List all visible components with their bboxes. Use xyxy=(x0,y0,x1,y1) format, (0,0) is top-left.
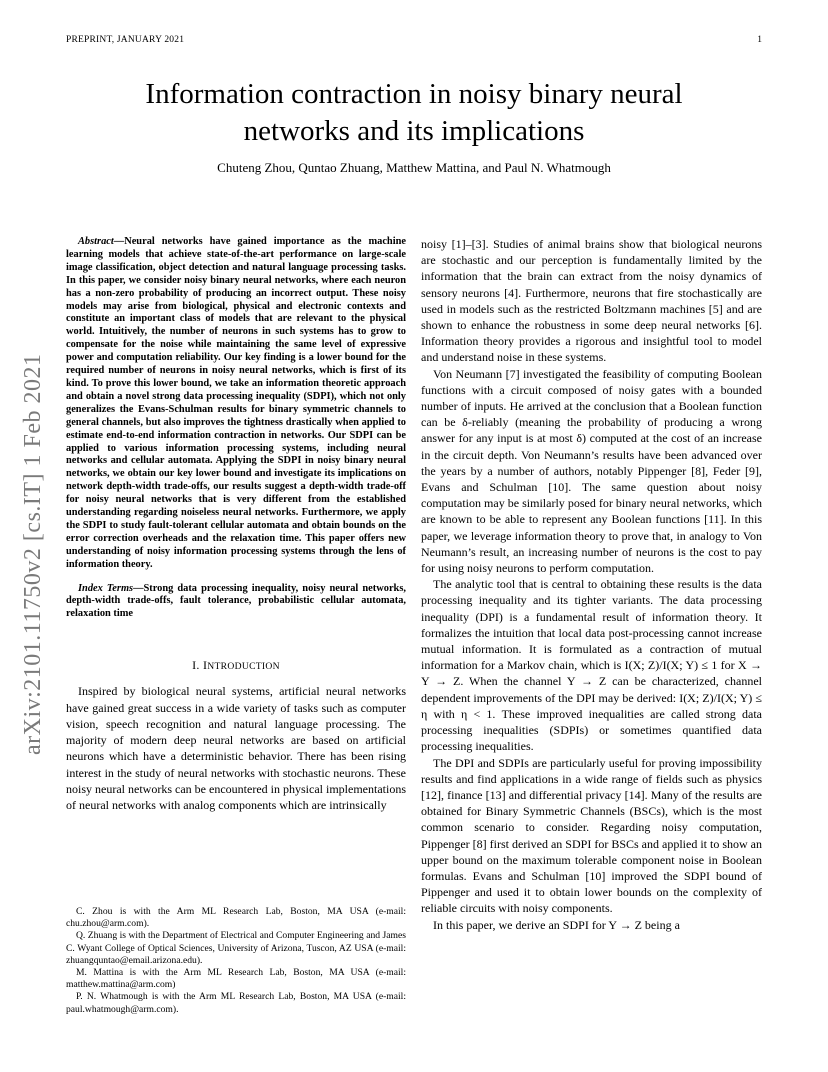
abstract xyxy=(66,236,406,572)
footnote-whatmough: P. N. Whatmough is with the Arm ML Research Lab, Boston, MA USA (e-mail: paul.whatmough@arm.com). xyxy=(66,991,406,1015)
arxiv-stamp: arXiv:2101.11750v2 [cs.IT] 1 Feb 2021 xyxy=(20,353,46,755)
author-list: Chuteng Zhou, Quntao Zhuang, Matthew Mattina, and Paul N. Whatmough xyxy=(217,160,611,175)
paragraph-noisy: noisy [1]–[3]. Studies of animal brains show that biological neurons are stochastic and our perception is fundamentally limited by the information that the brain can extract from the noisy dynamics of sensory neurons [4]. Furthermore, neurons that fire stochastically are used in models such as the restricted Boltzmann machines [5] and are shown to enhance the robustness in some deep neural networks [6]. Information theory provides a rigorous and insightful tool to model and understand noise in these systems. xyxy=(421,237,762,365)
paragraph-von-neumann: Von Neumann [7] investigated the feasibility of computing Boolean functions with a circuit composed of noisy gates with a bounded number of inputs. He arrived at the conclusion that a Boolean function can be δ-reliably (meaning the probability of producing a wrong answer for any input is at most δ) computed at the cost of an increase in the circuit depth. Von Neumann’s results have been advanced over the years by a number of authors, notably Pippenger [8], Feder [9], Evans and Schulman [10]. The same question about noisy computation may be similarly posed for binary neural networks, which are known to be able to represent any Boolean functions [11]. In this paper, we leverage information theory to prove that, in analogy to Von Neumann’s result, an increasing number of neurons is the cost to pay for using noisy neurons to perform computation. xyxy=(421,366,762,576)
intro-paragraph: Inspired by biological neural systems, artificial neural networks have gained great success in a wide variety of tasks such as computer vision, speech recognition and natural language processing. The majority of modern deep neural networks are based on artificial neurons which have a deterministic behavior. There has been rising interest in the study of neural networks with stochastic neurons. These noisy neural networks can be encountered in physical implementations of neural networks with analog components which are intrinsically xyxy=(66,684,406,812)
index-terms-lead: Index Terms xyxy=(78,582,134,594)
footnote-zhuang: Q. Zhuang is with the Department of Electrical and Computer Engineering and James C. Wyant College of Optical Sciences, University of Arizona, Tuscon, AZ USA (e-mail: zhuangquntao@email.arizona.edu). xyxy=(66,930,406,966)
section-number: I. I xyxy=(192,658,208,673)
title-line-2: networks and its implications xyxy=(243,115,585,147)
paper-title xyxy=(66,76,762,150)
footnote-zhou: C. Zhou is with the Arm ML Research Lab, Boston, MA USA (e-mail: chu.zhou@arm.com). xyxy=(66,906,406,930)
index-terms xyxy=(66,583,406,622)
abstract-text: —Neural networks have gained importance as the machine learning models that achieve state-of-the-art performance on large-scale image classification, object detection and natural language processing tasks. In this paper, we consider noisy binary neural networks, where each neuron has a non-zero probability of producing an incorrect output. These noisy models may arise from biological, physical and electronic contexts and constitute an important class of models that are relevant to the physical world. Intuitively, the number of neurons in such systems has to grow to compensate for the noise while maintaining the same level of expressive power and computation reliability. Our key finding is a lower bound for the required number of neurons in noisy neural networks, which is first of its kind. To prove this lower bound, we take an information theoretic approach and obtain a novel strong data processing inequality (SDPI), which not only generalizes the Evans-Schulman results for binary symmetric channels to general channels, but also improves the tightness drastically when applied to estimate end-to-end information contraction in networks. Our SDPI can be applied to various information processing systems, including neural networks and cellular automata. Applying the SDPI in noisy binary neural networks, we obtain our key lower bound and investigate its implications on network depth-width trade-offs, our results suggest a depth-width trade-off for noisy neural networks that is very different from the established understanding regarding noiseless neural networks. Furthermore, we apply the SDPI to study fault-tolerant cellular automata and obtain bounds on the error correction overheads and the relaxation time. This paper offers new understanding of noisy information processing systems through the lens of information theory. xyxy=(66,236,406,570)
abstract-lead: Abstract xyxy=(78,236,114,247)
section-heading-introduction xyxy=(66,657,406,675)
index-terms-text: —Strong data processing inequality, noisy neural networks, depth-width trade-offs, fault tolerance, probabilistic cellular automata, relaxation time xyxy=(66,582,406,620)
footnotes xyxy=(66,906,406,1016)
footnote-mattina: M. Mattina is with the Arm ML Research Lab, Boston, MA USA (e-mail: matthew.mattina@arm.com) xyxy=(66,967,406,991)
running-header: PREPRINT, JANUARY 2021 xyxy=(66,35,185,45)
section-title: NTRODUCTION xyxy=(207,661,280,673)
left-column xyxy=(66,236,406,813)
right-column xyxy=(421,236,762,933)
paragraph-this-paper: In this paper, we derive an SDPI for Y → Z being a xyxy=(433,917,680,932)
page-number: 1 xyxy=(757,35,762,45)
paragraph-dpi: The analytic tool that is central to obtaining these results is the data processing inequality and its tighter variants. The data processing inequality (DPI) is a fundamental result of information theory. It formalizes the intuition that local data post-processing cannot increase mutual information. It is formulated as a contraction of mutual information for a Markov chain, which is I(X; Z)/I(X; Y) ≤ 1 for X → Y → Z. When the channel Y → Z can be characterized, channel dependent improvements of the DPI may be derived: I(X; Z)/I(X; Y) ≤ η with η < 1. These improved inequalities are called strong data processing inequalities (SDPIs) or sometimes quantified data processing inequalities. xyxy=(421,577,762,754)
paragraph-sdpi-applications: The DPI and SDPIs are particularly useful for proving impossibility results and find applications in a wide range of fields such as physics [12], finance [13] and differential privacy [14]. Many of the results are obtained for Binary Symmetric Channels (BSCs), which is the most common scenario to consider. Regarding noisy computation, Pippenger [8] first derived an SDPI for BSCs and applied it to show an upper bound on the maximum tolerable component noise in Boolean formulas. Evans and Schulman [10] improved the SDPI bound of Pippenger and used it to obtain lower bounds on the complexity of reliable circuits with noisy components. xyxy=(421,755,762,916)
title-line-1: Information contraction in noisy binary neural xyxy=(145,78,683,110)
